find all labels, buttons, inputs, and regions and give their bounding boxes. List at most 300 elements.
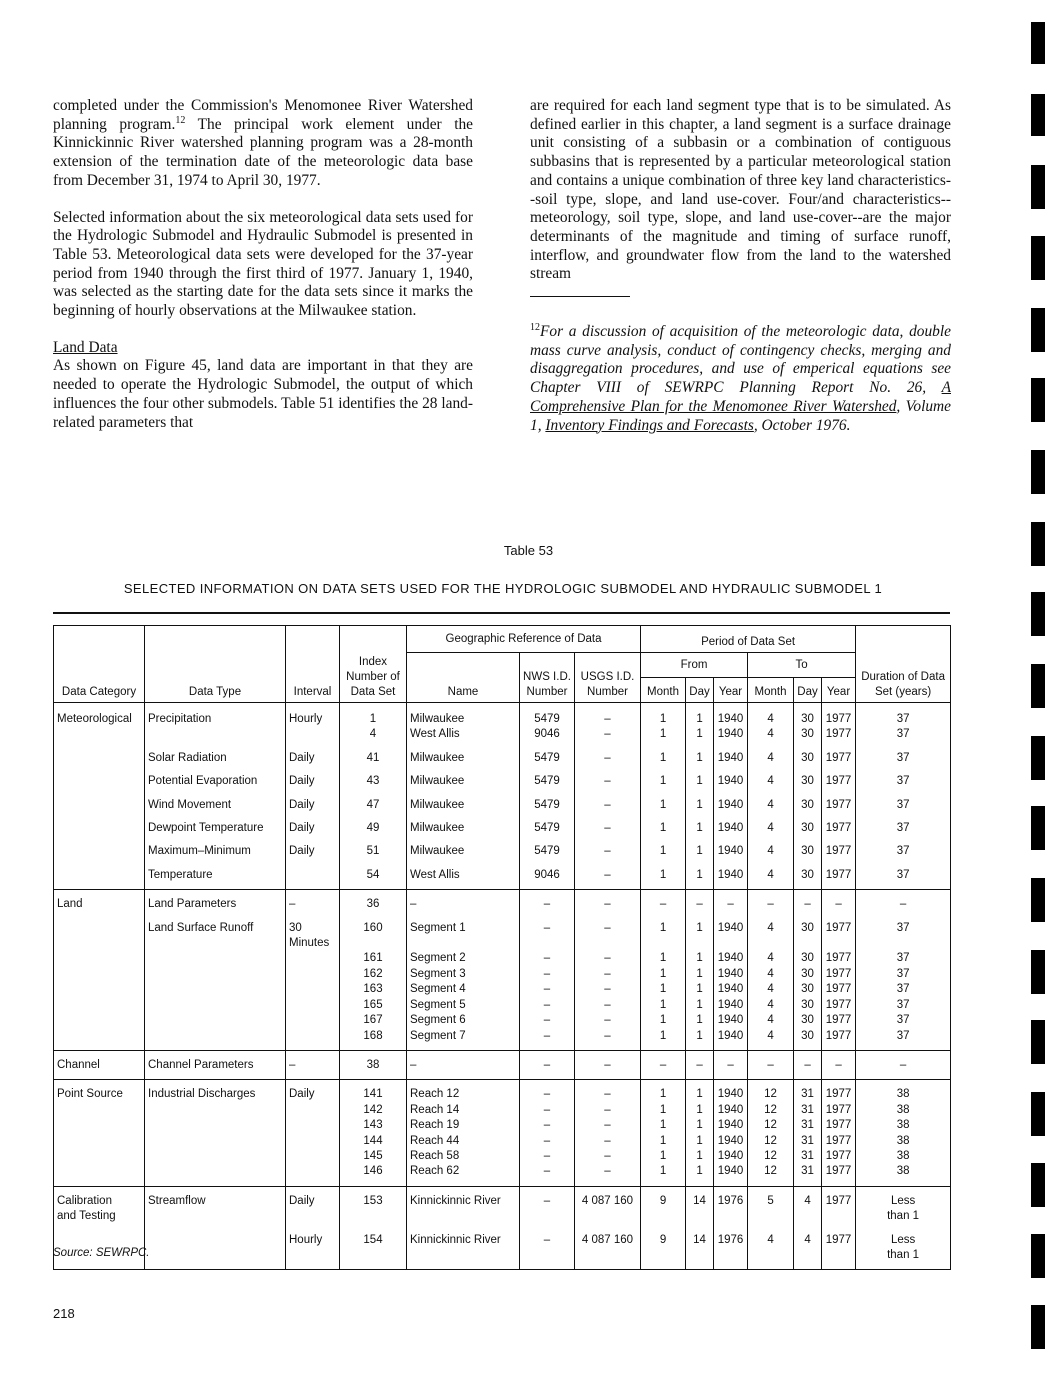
table-cell-value: – xyxy=(543,1014,551,1027)
table-cell-value: 1940 xyxy=(717,713,744,725)
cell-from-day xyxy=(686,890,714,1051)
row-spacer xyxy=(289,743,336,751)
table-cell-value: 30 xyxy=(801,1029,814,1042)
page-number: 218 xyxy=(53,1306,75,1321)
row-spacer xyxy=(825,790,852,798)
row-spacer xyxy=(689,766,710,774)
table-cell-value: 1977 xyxy=(825,775,852,788)
table-cell-value: Land Parameters xyxy=(148,898,237,911)
table-cell-value: 1 xyxy=(659,983,667,996)
table-cell-value: 12 xyxy=(764,1119,777,1132)
table-cell-value: Milwaukee xyxy=(410,845,465,858)
table-cell-value xyxy=(289,1118,336,1133)
table-cell-value: 4 xyxy=(767,845,774,858)
header-data-type: Data Type xyxy=(145,626,286,703)
table-cell-value: 38 xyxy=(896,1088,910,1101)
data-category-label: and Testing xyxy=(57,1210,116,1223)
table-cell-value: – xyxy=(767,898,774,911)
table-cell-value: – xyxy=(604,1149,611,1162)
table-cell-value: 31 xyxy=(801,1088,814,1101)
cell-to-month xyxy=(748,890,794,1051)
row-spacer xyxy=(751,813,790,821)
table-cell-value: Reach 44 xyxy=(410,1134,460,1147)
table-cell-value: 12 xyxy=(764,1134,777,1147)
header-to: To xyxy=(748,653,856,678)
table-cell-value: Milwaukee xyxy=(410,751,465,764)
table-cell-value: Milwaukee xyxy=(410,798,465,811)
table-cell-value: – xyxy=(604,1165,611,1178)
table-cell-value: Milwaukee xyxy=(410,822,465,835)
row-spacer xyxy=(751,1248,790,1263)
row-spacer xyxy=(751,936,790,951)
table-cell-value: 30 xyxy=(801,822,814,835)
table-cell-value: 1977 xyxy=(825,1029,852,1042)
table-cell-value: 14 xyxy=(693,1233,706,1246)
table-cell-value: 1 xyxy=(696,1149,703,1162)
header-data-category: Data Category xyxy=(54,626,145,703)
cell-to-day xyxy=(794,1186,822,1270)
table-cell-value: 165 xyxy=(363,998,383,1011)
table-cell-value: – xyxy=(543,1058,551,1071)
table-cell-value: 143 xyxy=(363,1119,383,1132)
table-cell-value: 37 xyxy=(896,751,910,764)
row-spacer xyxy=(825,1248,852,1263)
table-cell-value: 1 xyxy=(696,713,703,725)
table-cell-value: – xyxy=(604,713,611,725)
table-cell-value: – xyxy=(543,998,551,1011)
table-cell-value xyxy=(148,967,282,982)
left-text-column xyxy=(53,97,473,432)
row-spacer xyxy=(343,936,403,951)
table-cell-value: 37 xyxy=(896,1029,910,1042)
row-spacer xyxy=(578,743,637,751)
row-spacer xyxy=(148,1209,282,1224)
row-spacer xyxy=(343,813,403,821)
table-cell-value: Segment 7 xyxy=(410,1029,466,1042)
cell-location-name xyxy=(407,1080,520,1186)
table-cell-value: 1 xyxy=(659,728,667,741)
row-spacer xyxy=(797,1248,818,1263)
cell-from-month xyxy=(641,890,686,1051)
data-sets-table xyxy=(53,625,951,1270)
cell-from-day xyxy=(686,1050,714,1079)
table-cell-value: – xyxy=(604,921,611,934)
table-cell-value: Daily xyxy=(289,751,315,764)
table-cell-value: – xyxy=(410,1058,417,1071)
table-cell-value: 1940 xyxy=(717,822,744,835)
row-spacer xyxy=(717,860,744,868)
row-spacer xyxy=(825,743,852,751)
row-spacer xyxy=(751,1209,790,1224)
table-cell-value: – xyxy=(543,898,551,911)
table-cell-value: 4 xyxy=(804,1194,811,1207)
table-cell-value: 1 xyxy=(696,798,703,811)
table-cell-value: – xyxy=(835,1058,842,1071)
row-spacer xyxy=(410,1209,516,1224)
table-cell-value: 12 xyxy=(764,1165,777,1178)
table-cell-value: 1940 xyxy=(717,1119,744,1132)
table-cell-value: Less xyxy=(890,1194,916,1207)
row-spacer xyxy=(578,790,637,798)
row-spacer xyxy=(751,743,790,751)
edge-mark xyxy=(1031,1234,1045,1278)
table-cell-value: – xyxy=(604,775,611,788)
table-cell-value xyxy=(148,1013,282,1028)
table-cell-value: Reach 19 xyxy=(410,1119,460,1132)
cell-usgs-id xyxy=(575,703,641,890)
row-spacer xyxy=(148,936,282,951)
row-spacer xyxy=(578,836,637,844)
table-row-group xyxy=(54,890,951,1051)
table-cell-value: Reach 62 xyxy=(410,1165,460,1178)
table-cell-value: 1977 xyxy=(825,921,852,934)
row-spacer xyxy=(644,1225,682,1233)
table-cell-value: 1 xyxy=(696,967,703,980)
row-spacer xyxy=(343,1209,403,1224)
cell-nws-id xyxy=(520,1186,575,1270)
table-cell-value: 5479 xyxy=(534,751,560,764)
cell-data-type xyxy=(145,890,286,1051)
table-cell-value: 1977 xyxy=(825,1014,852,1027)
cell-data-category xyxy=(54,1080,145,1186)
table-cell-value: – xyxy=(410,898,417,911)
footnote-number: 12 xyxy=(530,321,540,333)
table-cell-value: 1940 xyxy=(717,967,744,980)
table-cell-value: 1 xyxy=(696,845,703,858)
table-cell-value: – xyxy=(899,1058,907,1071)
table-cell-value: 1 xyxy=(659,1149,667,1162)
row-spacer xyxy=(343,743,403,751)
table-cell-value: 1940 xyxy=(717,1103,744,1116)
table-cell-value: 1976 xyxy=(717,1194,744,1207)
table-cell-value: 1977 xyxy=(825,967,852,980)
row-spacer xyxy=(751,766,790,774)
table-cell-value: 5479 xyxy=(534,713,560,725)
table-cell-value: – xyxy=(543,1029,551,1042)
table-cell-value: Daily xyxy=(289,1194,315,1207)
table-cell-value: 1940 xyxy=(717,1029,744,1042)
table-cell-value: 1940 xyxy=(717,1134,744,1147)
header-to-year: Year xyxy=(822,678,856,703)
row-spacer xyxy=(644,936,682,951)
edge-mark xyxy=(1031,1020,1045,1064)
row-spacer xyxy=(689,1209,710,1224)
table-cell-value: 154 xyxy=(363,1233,383,1246)
row-spacer xyxy=(410,860,516,868)
cell-data-category xyxy=(54,703,145,890)
table-cell-value: 37 xyxy=(896,1014,910,1027)
table-cell-value: 14 xyxy=(693,1194,706,1207)
header-to-month: Month xyxy=(748,678,794,703)
table-cell-value: 1 xyxy=(696,921,703,934)
table-cell-value: – xyxy=(604,1103,611,1116)
table-cell-value: – xyxy=(659,898,667,911)
table-cell-value: – xyxy=(727,898,734,911)
row-spacer xyxy=(825,836,852,844)
header-from-month: Month xyxy=(641,678,686,703)
row-spacer xyxy=(523,913,571,921)
table-cell-value: 30 xyxy=(801,952,814,965)
table-cell-value: 1977 xyxy=(825,998,852,1011)
row-spacer xyxy=(751,913,790,921)
row-spacer xyxy=(343,1248,403,1263)
row-spacer xyxy=(410,836,516,844)
table-cell-value: 30 xyxy=(801,998,814,1011)
table-cell-value: than 1 xyxy=(887,1210,920,1223)
table-cell-value: 1940 xyxy=(717,952,744,965)
row-spacer xyxy=(689,813,710,821)
table-cell-value: 4 xyxy=(767,728,774,741)
table-cell-value: 30 xyxy=(801,751,814,764)
cell-index-number xyxy=(340,890,407,1051)
cell-to-day xyxy=(794,1050,822,1079)
data-category-label: Land xyxy=(57,898,83,911)
table-cell-value: – xyxy=(604,798,611,811)
table-cell-value: 146 xyxy=(363,1165,383,1178)
table-cell-value: – xyxy=(804,1058,811,1071)
cell-data-type xyxy=(145,1080,286,1186)
row-spacer xyxy=(148,813,282,821)
table-cell-value: – xyxy=(727,1058,734,1071)
table-cell-value: 1 xyxy=(659,868,667,881)
table-cell-value: – xyxy=(604,1014,611,1027)
cell-location-name xyxy=(407,703,520,890)
row-spacer xyxy=(797,743,818,751)
table-cell-value: 37 xyxy=(896,998,910,1011)
row-spacer xyxy=(343,790,403,798)
left-paragraph-1-text: completed under the Commission's Menomonee River Watershed planning program. xyxy=(53,97,473,133)
cell-from-year xyxy=(714,1050,748,1079)
row-spacer xyxy=(523,813,571,821)
row-spacer xyxy=(148,913,282,921)
table-cell-value xyxy=(289,1013,336,1028)
left-paragraph-2: Selected information about the six meteorological data sets used for the Hydrologic Submodel and Hydraulic Submodel is presented in Table 53. Meteorological data sets were developed for the 37-year period from 1940 through the first third of 1977. January 1, 1940, was selected as the starting date for the data sets since it marks the beginning of hourly observations at the Milwaukee station. xyxy=(53,208,473,320)
table-cell-value: 51 xyxy=(366,845,380,858)
table-cell-value: Streamflow xyxy=(148,1194,206,1207)
table-cell-value: 1977 xyxy=(825,822,852,835)
table-cell-value: 1940 xyxy=(717,998,744,1011)
table-cell-value: 1940 xyxy=(717,1088,744,1101)
table-cell-value: 1940 xyxy=(717,1014,744,1027)
table-cell-value: 47 xyxy=(366,798,380,811)
table-cell-value: Segment 2 xyxy=(410,952,466,965)
table-cell-value: 36 xyxy=(366,898,380,911)
row-spacer xyxy=(859,860,947,868)
data-category-label: Calibration xyxy=(57,1194,112,1207)
table-cell-value: – xyxy=(604,845,611,858)
header-nws-id: NWS I.D. Number xyxy=(520,653,575,703)
table-cell-value: 49 xyxy=(366,822,380,835)
cell-interval xyxy=(286,1050,340,1079)
table-cell-value: 31 xyxy=(801,1103,814,1116)
table-cell-value: – xyxy=(604,728,611,741)
table-cell-value: – xyxy=(604,998,611,1011)
table-cell-value: 1 xyxy=(659,775,667,788)
table-cell-value: 1977 xyxy=(825,1149,852,1162)
cell-duration xyxy=(856,890,951,1051)
row-spacer xyxy=(148,766,282,774)
row-spacer xyxy=(578,813,637,821)
table-cell-value: 37 xyxy=(896,728,910,741)
edge-mark xyxy=(1031,165,1045,209)
table-cell-value: Segment 4 xyxy=(410,983,466,996)
table-cell-value: 1977 xyxy=(825,713,852,725)
row-spacer xyxy=(410,766,516,774)
table-cell-value: Daily xyxy=(289,822,315,835)
row-spacer xyxy=(825,936,852,951)
row-spacer xyxy=(289,1209,336,1224)
cell-interval xyxy=(286,703,340,890)
edge-mark xyxy=(1031,378,1045,422)
table-cell-value: 1 xyxy=(696,728,703,741)
cell-to-month xyxy=(748,1050,794,1079)
row-spacer xyxy=(689,1248,710,1263)
table-cell-value: 5 xyxy=(767,1194,774,1207)
land-data-heading: Land Data xyxy=(53,338,118,356)
cell-from-month xyxy=(641,1080,686,1186)
row-spacer xyxy=(717,766,744,774)
cell-to-year xyxy=(822,890,856,1051)
edge-mark xyxy=(1031,736,1045,780)
cell-data-category xyxy=(54,1050,145,1079)
row-spacer xyxy=(644,860,682,868)
table-cell-value: 1 xyxy=(696,1103,703,1116)
table-cell-value: Milwaukee xyxy=(410,775,465,788)
edge-mark xyxy=(1031,236,1045,280)
row-spacer xyxy=(289,790,336,798)
table-cell-value: – xyxy=(604,1029,611,1042)
table-cell-value: 37 xyxy=(896,952,910,965)
table-cell-value: 30 xyxy=(801,868,814,881)
table-cell-value: 4 xyxy=(767,751,774,764)
table-cell-value: Daily xyxy=(289,845,315,858)
table-cell-value: 163 xyxy=(363,983,383,996)
row-spacer xyxy=(578,913,637,921)
table-cell-value: Reach 58 xyxy=(410,1149,460,1162)
table-cell-value: – xyxy=(543,1149,551,1162)
table-cell-value: Kinnickinnic River xyxy=(410,1194,501,1207)
row-spacer xyxy=(689,836,710,844)
row-spacer xyxy=(825,813,852,821)
cell-from-day xyxy=(686,1080,714,1186)
table-cell-value: Solar Radiation xyxy=(148,751,227,764)
footnote-text: For a discussion of acquisition of the meteorologic data, double mass curve analysis, conduct of contingency checks, merging and disaggregation procedures, and use of emperical equations see Chapter VIII of SEWRPC Planning Report No. 26, xyxy=(530,323,951,397)
table-cell-value xyxy=(289,727,336,742)
row-spacer xyxy=(825,913,852,921)
cell-from-year xyxy=(714,1080,748,1186)
table-cell-value: – xyxy=(543,967,551,980)
table-cell-value xyxy=(289,1149,336,1164)
table-cell-value: – xyxy=(543,1165,551,1178)
table-cell-value: Segment 3 xyxy=(410,967,466,980)
row-spacer xyxy=(751,860,790,868)
row-spacer xyxy=(644,913,682,921)
table-cell-value: 160 xyxy=(363,921,383,934)
footnote-report-title: A Comprehensive Plan for the Menomonee River Watershed xyxy=(530,379,951,415)
cell-interval xyxy=(286,1186,340,1270)
table-cell-value: Segment 1 xyxy=(410,921,466,934)
table-cell-value xyxy=(148,1118,282,1133)
cell-index-number xyxy=(340,1080,407,1186)
row-spacer xyxy=(797,936,818,951)
row-spacer xyxy=(523,790,571,798)
cell-from-year xyxy=(714,1186,748,1270)
table-cell-value: Land Surface Runoff xyxy=(148,921,254,934)
row-spacer xyxy=(410,913,516,921)
row-spacer xyxy=(523,936,571,951)
cell-to-month xyxy=(748,1186,794,1270)
table-cell-value: 9046 xyxy=(534,868,560,881)
table-cell-value: – xyxy=(804,898,811,911)
table-cell-value: 1940 xyxy=(717,845,744,858)
table-cell-value xyxy=(148,1233,282,1248)
table-cell-value: 4 xyxy=(767,868,774,881)
table-cell-value: 37 xyxy=(896,967,910,980)
table-cell-value: Industrial Discharges xyxy=(148,1088,256,1101)
table-cell-value: 9046 xyxy=(534,728,560,741)
edge-mark xyxy=(1031,308,1045,352)
table-cell-value: 30 xyxy=(801,1014,814,1027)
row-spacer xyxy=(578,860,637,868)
table-cell-value xyxy=(148,1103,282,1118)
cell-from-day xyxy=(686,1186,714,1270)
table-cell-value xyxy=(148,982,282,997)
row-spacer xyxy=(717,836,744,844)
table-cell-value: 5479 xyxy=(534,775,560,788)
table-cell-value: – xyxy=(543,1088,551,1101)
edge-mark xyxy=(1031,522,1045,566)
header-from-day: Day xyxy=(686,678,714,703)
row-spacer xyxy=(343,860,403,868)
table-cell-value xyxy=(289,967,336,982)
table-cell-value: 141 xyxy=(363,1088,383,1101)
table-cell-value: – xyxy=(604,1058,611,1071)
table-cell-value: 1 xyxy=(696,1088,703,1101)
cell-to-month xyxy=(748,703,794,890)
row-spacer xyxy=(859,1225,947,1233)
table-cell-value: 1977 xyxy=(825,1088,852,1101)
edge-mark xyxy=(1031,592,1045,636)
footnote-volume-title: Inventory Findings and Forecasts xyxy=(545,416,754,434)
cell-interval xyxy=(286,1080,340,1186)
table-cell-value: – xyxy=(696,898,703,911)
cell-interval xyxy=(286,890,340,1051)
row-spacer xyxy=(578,1209,637,1224)
row-spacer xyxy=(689,936,710,951)
table-cell-value xyxy=(289,1134,336,1149)
row-spacer xyxy=(578,766,637,774)
cell-duration xyxy=(856,1186,951,1270)
row-spacer xyxy=(717,1209,744,1224)
row-spacer xyxy=(523,1225,571,1233)
row-spacer xyxy=(717,743,744,751)
table-cell-value: 1 xyxy=(696,998,703,1011)
data-category-label: Meteorological xyxy=(57,713,132,725)
table-title: SELECTED INFORMATION ON DATA SETS USED FOR THE HYDROLOGIC SUBMODEL AND HYDRAULIC SUBMODEL 1 xyxy=(123,581,883,596)
table-cell-value: 12 xyxy=(764,1103,777,1116)
table-cell-value xyxy=(289,1164,336,1179)
row-spacer xyxy=(148,743,282,751)
table-cell-value: 38 xyxy=(366,1058,380,1071)
table-cell-value: 31 xyxy=(801,1134,814,1147)
row-spacer xyxy=(717,936,744,951)
table-cell-value: – xyxy=(604,822,611,835)
table-cell-value xyxy=(148,727,282,742)
row-spacer xyxy=(797,860,818,868)
table-cell-value: 4 xyxy=(767,1014,774,1027)
table-cell-value: 1977 xyxy=(825,868,852,881)
row-spacer xyxy=(859,790,947,798)
